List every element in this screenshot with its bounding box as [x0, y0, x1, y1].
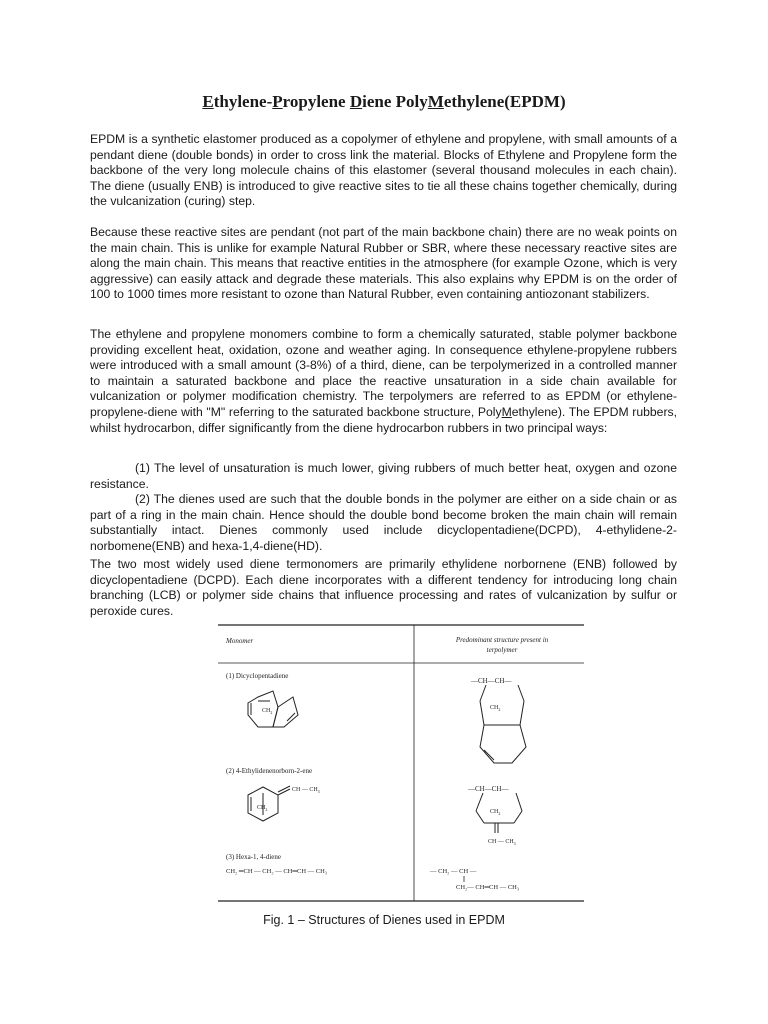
dicyclopentadiene-structure — [248, 691, 298, 727]
paragraph-point-2: (2) The dienes used are such that the double bonds in the polymer are either on a side chain or as part of a ring in the main chain. Hence should the double bond become broken the main chain will remain substantially intact. Dienes commonly used include dicyclopentadiene(DCPD), 4-ethylidene-2-norbomene(ENB) and hexa-1,4-diene(HD). — [90, 492, 677, 553]
row2-struct-ch2: $CH_2$ — [490, 809, 501, 816]
row1-struct-ch2: $CH_2$ — [490, 705, 501, 712]
diene-structures-figure — [218, 623, 586, 905]
row3-label: (3) Hexa-1, 4-diene — [226, 853, 282, 861]
figure-caption: Fig. 1 – Structures of Dienes used in EPDM — [263, 913, 505, 927]
paragraph-intro: EPDM is a synthetic elastomer produced as a copolymer of ethylene and propylene, with small amounts of a pendant diene (double bonds) in order to cross link the material. Blocks of Ethylene and Propylene form the backbone of the very long molecule chains of this elastomer (several thousand molecules in each chain). The diene (usually ENB) is introduced to give reactive sites to tie all these chains together chemically, during the vulcanization (curing) step. — [90, 132, 677, 209]
document-title: Ethylene-Propylene Diene PolyMethylene(EPDM) — [202, 92, 566, 111]
row2-struct-side: CH — $CH_3$ — [488, 839, 516, 846]
row3-struct-top: — CH₂ — CH — — [430, 868, 477, 875]
row2-struct-label: —CH—CH— — [468, 785, 509, 793]
paragraph-point-1: (1) The level of unsaturation is much lower, giving rubbers of much better heat, oxygen and ozone resistance. — [90, 461, 677, 491]
row2-label: (2) 4-Ethylidenenorborn-2-ene — [226, 767, 313, 775]
row2-side-chain: CH — $CH_3$ — [292, 787, 320, 794]
monomer-header: Monomer — [226, 637, 254, 645]
structure-header-line2: terpolymer — [486, 646, 518, 654]
row2-ch2: $CH_2$ — [257, 805, 268, 812]
structure-header-line1: Predominant structure present in — [455, 636, 549, 644]
paragraph-monomers: The ethylene and propylene monomers combine to form a chemically saturated, stable polymer backbone providing excellent heat, oxidation, ozone and weather aging. In consequence ethylene-propylene rubbers were introduced with a small amount (3-8%) of a third, diene, can be terpolymerized in a controlled manner to maintain a saturated backbone and place the reactive unsaturation in a side chain available for vulcanization or polymer modification chemistry. The terpolymers are referred to as EPDM (or ethylene-propylene-diene with "M" referring to the saturated backbone structure, PolyMethylene). The EPDM rubbers, whilst hydrocarbon, differ significantly from the diene hydrocarbon rubbers in two principal ways: — [90, 327, 677, 435]
row3-struct-bottom: CH₂— CH═CH — CH₃ — [456, 884, 520, 891]
row1-ch2-label: $CH_2$ — [262, 708, 273, 715]
ethylidene-norbornene-structure — [248, 786, 290, 821]
row1-label: (1) Dicyclopentadiene — [226, 672, 289, 680]
row1-struct-label: —CH—CH— — [471, 677, 512, 685]
dicyclopentadiene-polymer-structure — [480, 685, 526, 763]
paragraph-pendant-sites: Because these reactive sites are pendant (not part of the main backbone chain) there are no weak points on the main chain. This is unlike for example Natural Rubber or SBR, where these necessary reactive sites are along the main chain. This means that reactive entities in the atmosphere (for example Ozone, which is very aggressive) can easily attack and degrade these materials. This also explains why EPDM is on the order of 100 to 1000 times more resistant to ozone than Natural Rubber, even containing antiozonant stabilizers. — [90, 225, 677, 302]
paragraph-termonomers: The two most widely used diene termonomers are primarily ethylidene norbornene (ENB) followed by dicyclopentadiene (DCPD). Each diene incorporates with a different tendency for introducing long chain branching (LCB) or polymer side chains that influence processing and rates of vulcanization by sulfur or peroxide cures. — [90, 557, 677, 618]
row3-monomer-formula: CH₂ ═CH — CH₂ — CH═CH — CH₃ — [226, 868, 328, 875]
